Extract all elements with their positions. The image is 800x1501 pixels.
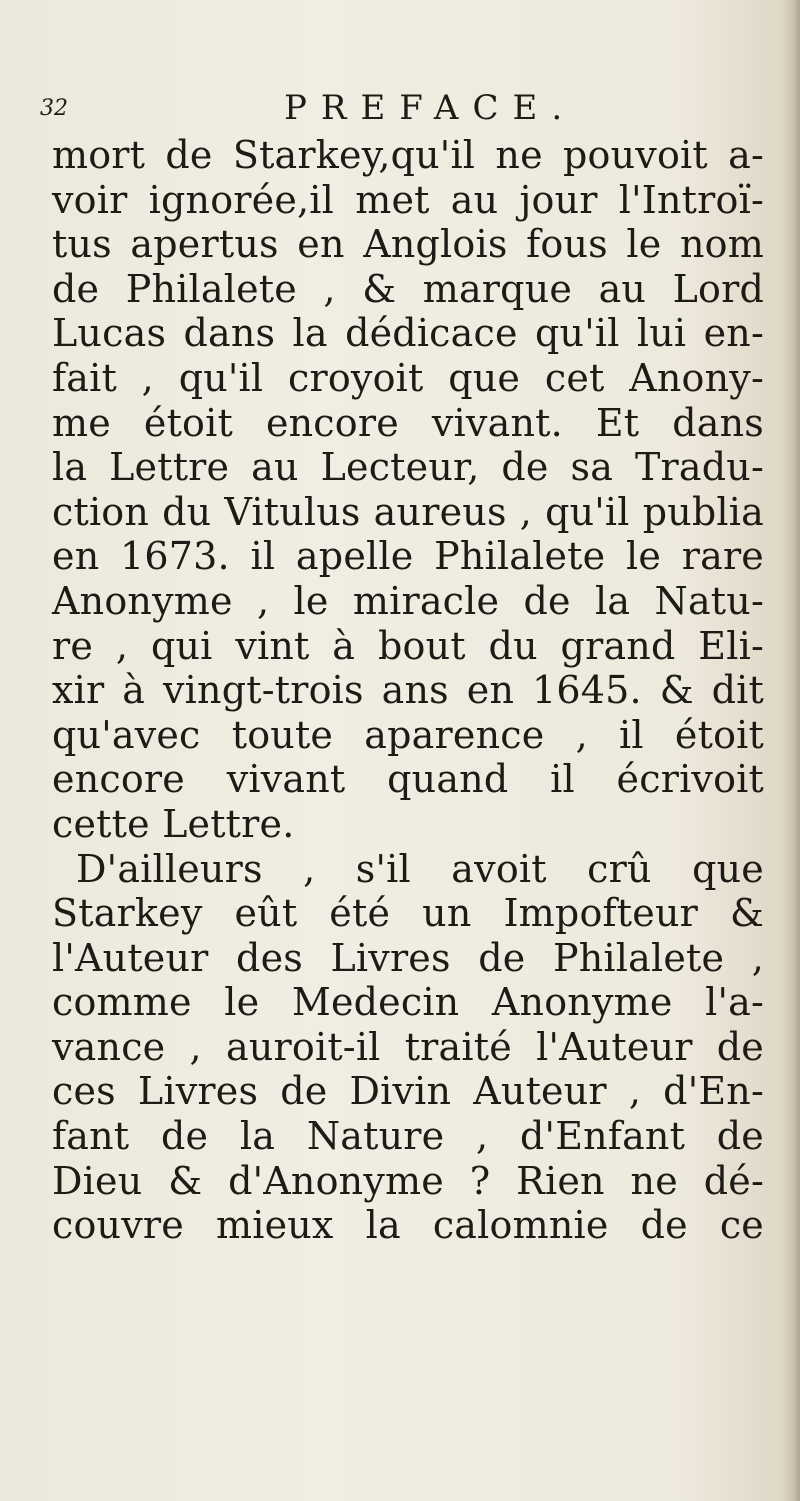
paragraph-start-line: D'ailleurs , s'il avoit crû que bbox=[76, 846, 764, 891]
text-line: xir à vingt-trois ans en 1645. & dit bbox=[52, 668, 764, 713]
text-line: de Philalete , & marque au Lord bbox=[52, 266, 764, 311]
text-line: Dieu & d'Anonyme ? Rien ne dé- bbox=[52, 1158, 764, 1203]
text-line: qu'avec toute aparence , il étoit bbox=[52, 712, 764, 757]
text-line: tus apertus en Anglois fous le nom bbox=[52, 222, 764, 267]
text-line: voir ignorée,il met au jour l'Introï- bbox=[52, 177, 764, 222]
running-title: PREFACE. bbox=[284, 88, 577, 128]
page-header bbox=[40, 88, 740, 128]
text-line: cette Lettre. bbox=[52, 801, 295, 846]
text-line: vance , auroit-il traité l'Auteur de bbox=[52, 1024, 764, 1069]
text-line: ces Livres de Divin Auteur , d'En- bbox=[52, 1069, 764, 1114]
text-line: fait , qu'il croyoit que cet Anony- bbox=[52, 355, 764, 400]
text-line: encore vivant quand il écrivoit bbox=[52, 757, 764, 802]
text-line: me étoit encore vivant. Et dans bbox=[52, 400, 764, 445]
text-line: la Lettre au Lecteur, de sa Tradu- bbox=[52, 445, 764, 490]
text-line: couvre mieux la calomnie de ce bbox=[52, 1203, 764, 1248]
text-line: mort de Starkey,qu'il ne pouvoit a- bbox=[52, 133, 764, 177]
page-number: 32 bbox=[40, 96, 68, 121]
text-line: en 1673. il apelle Philalete le rare bbox=[52, 534, 764, 579]
page-edge-shadow bbox=[782, 0, 800, 1501]
text-line: Anonyme , le miracle de la Natu- bbox=[52, 578, 764, 623]
text-line: re , qui vint à bout du grand Eli- bbox=[52, 623, 764, 668]
text-line: Lucas dans la dédicace qu'il lui en- bbox=[52, 311, 764, 356]
text-line: l'Auteur des Livres de Philalete , bbox=[52, 935, 764, 980]
body-text bbox=[52, 133, 764, 1248]
text-line: Starkey eût été un Impofteur & bbox=[52, 891, 764, 936]
text-line: ction du Vitulus aureus , qu'il publia bbox=[52, 489, 764, 534]
text-line: comme le Medecin Anonyme l'a- bbox=[52, 980, 764, 1025]
text-line: fant de la Nature , d'Enfant de bbox=[52, 1114, 764, 1159]
